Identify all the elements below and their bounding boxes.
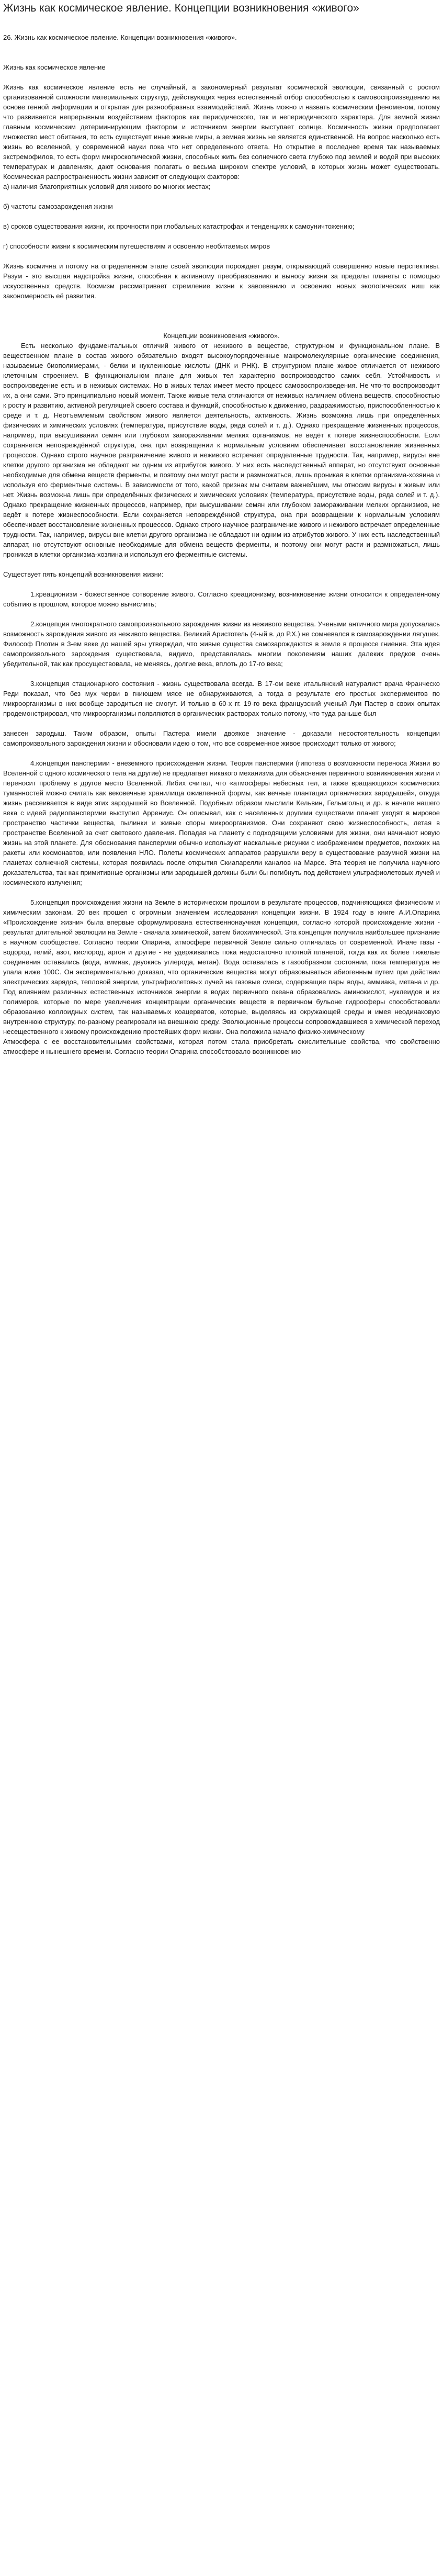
page — [0, 0, 443, 1067]
list-item: б) частоты самозарождения жизни — [3, 203, 113, 210]
concept-item: 4.концепция панспермии - внеземного происхождения жизни. Теория панспермии (гипотеза о возможности переноса Жизни во Вселенной с одного космического тела на другие) не предлагает никакого механизма для объяснения первичного возникновения жизни и переносит проблему в другое место Вселенной. Либих считал, что «атмосферы небесных тел, а также вращающихся космических туманностей можно считать как вековечные хранилища оживленной формы, как вечные плантации органических зародышей», откуда жизнь рассеивается в виде этих зародышей во Вселенной. Подобным образом мыслили Кельвин, Гельмгольц и др. в начале нашего века с идеей радиопанспермии выступил Аррениус. Он описывал, как с населенных другими существами планет уходят в мировое пространство частички вещества, пылинки и живые споры микроорганизмов. Они сохраняют свою жизнеспособность, летая в пространстве Вселенной за счет светового давления. Попадая на планету с подходящими условиями для жизни, они начинают новую жизнь на этой планете. Для обоснования панспермии обычно используют наскальные рисунки с изображением предметов, похожих на ракеты или космонавтов, или появления НЛО. Полеты космических аппаратов разрушили веру в существование разумной жизни на планетах солнечной системы, которая появилась после открытия Скиапарелли каналов на Марсе. Эта теория не получила научного доказательства, так как примитивные организмы или зародышей должны были бы погибнуть под действием ультрафиолетовых лучей и космического излучения; — [3, 759, 440, 886]
paragraph: Атмосфера с ее восстановительными свойствами, которая потом стала приобретать окислительные свойства, что свойственно атмосфере и нынешнего времени. Согласно теории Опарина способствовало возникновению — [3, 1038, 440, 1055]
list-intro: Существует пять концепций возникновения жизни: — [3, 570, 164, 578]
section-title: Концепции возникновения «живого». — [163, 332, 280, 340]
paragraph: Жизнь как космическое явление есть не случайный, а закономерный результат космической эволюции, связанный с ростом организованной сложности материальных структур, действующих через естественный отбор способностью к самовоспроизведению на основе генной информации и открытая для разнообразных взаимодействий. Жизнь можно и назвать космическим феноменом, потому что развивается непрерывным воздействием факторов как периодического, так и непериодического характера. Для земной жизни главным космическим детерминирующим фактором и источником энергии выступает солнце. Космичность жизни предполагает множество мест обитания, то есть существует иные живые миры, а земная жизнь не является единственной. На вопрос насколько есть жизнь во вселенной, у современной науки пока что нет определенного ответа. Но открытие в последнее время так называемых экстремофилов, то есть форм микроскопической жизни, способных жить без солнечного света глубоко под землей и водой при высоких температурах и давлениях, дают основания полагать о весьма широком спектре условий, в которых жизнь может существовать. Космическая распространенность жизни зависит от следующих факторов: — [3, 83, 440, 181]
concept-item: 5.концепция происхождения жизни на Земле в историческом прошлом в результате процессов, подчиняющихся физическим и химическим законам. 20 век прошел с огромным значением исследования концепции жизни. В 1924 году в книге А.И.Опарина «Происхождение жизни» была впервые сформулирована естественнонаучная концепция, согласно которой происхождение жизни - результат длительной эволюции на Земле - сначала химической, затем биохимической. Эта концепция получила наибольшее признание в научном сообществе. Согласно теории Опарина, атмосфере первичной Земле сильно отличалась от современной. Иначе газы - водород, гелий, азот, кислород, аргон и другие - не удерживались пока недостаточно плотной планетой, тогда как их более тяжелые соединения оставались (вода, аммиак, двуокись углерода, метан). Вода оставалась в газообразном состоянии, пока температура не упала ниже 100С. Он экспериментально доказал, что органические вещества могут образовываться абиогенным путем при действии электрических зарядов, тепловой энергии, ультрафиолетовых лучей на газовые смеси, содержащие пары воды, аммиака, метана и др. Под влиянием различных естественных источников энергии в водах первичного океана образовались аминокислот, нуклеидов и их полимеров, которые по мере увеличения концентрации органических веществ в первичном бульоне гидросферы способствовали образованию коллоидных систем, так называемых коацерватов, которые, выделяясь из окружающей среды и имея неодинаковую внутреннюю структуру, по-разному реагировали на внешнюю среду. Эволюционные процессы сопровождавшиеся в химической переход несещественного к живому происхождению простейших форм жизни. Она положила начало физико-химическому — [3, 898, 440, 1036]
section-title: Жизнь как космическое явление — [3, 63, 106, 71]
list-item: а) наличия благоприятных условий для живого во многих местах; — [3, 183, 211, 190]
page-title: Жизнь как космическое явление. Концепции возникновения «живого» — [3, 2, 359, 14]
paragraph: Есть несколько фундаментальных отличий живого от неживого в веществе, структурном и функциональном плане. В вещественном плане в состав живого обязательно входят высокоупорядоченные макромолекулярные органические соединения, называемые биополимерами, - белки и нуклеиновые кислоты (ДНК и РНК). В структурном плане живое отличается от неживого клеточным строением. В функциональном плане для живых тел характерно воспроизводство самих себя. Устойчивость и воспроизведение есть и в неживых системах. Но в живых телах имеет место процесс самовоспроизведения. Не что-то воспроизводит их, а они сами. Это принципиально новый момент. Также живые тела отличаются от неживых наличием обмена веществ, способностью к росту и развитию, активной регуляцией своего состава и функций, способностью к движению, раздражимостью, приспособленностью к среде и т. д. Неотъемлемым свойством живого является деятельность, активность. Жизнь возможна лишь при определённых физических и химических условиях (температура, присутствие воды, ряда солей и т. д.). Однако прекращение жизненных процессов, например, при высушивании семян или глубоком замораживании мелких организмов, не ведёт к потере жизнеспособности. Если сохраняется неповреждённой структура, она при возвращении к нормальным условиям обеспечивает восстановление жизненных процессов. Однако строго научное разграничение живого и неживого встречает определенные трудности. Так, например, вирусы вне клетки другого организма не обладают ни одним из атрибутов живого. У них есть наследственный аппарат, но отсутствуют основные необходимые для обмена веществ ферменты, и поэтому они могут расти и размножаться, лишь проникая в клетки организма-хозяина и используя его ферментные системы. В зависимости от того, какой признак мы считаем важнейшим, мы относим вирусы к живым или нет. Жизнь возможна лишь при определённых физических и химических условиях (температура, присутствие воды, ряда солей и т. д.). Однако прекращение жизненных процессов, например, при высушивании семян или глубоком замораживании мелких организмов, не ведёт к потере жизнеспособности. Если сохраняется неповреждённой структура, она при возвращении к нормальным условиям обеспечивает восстановление жизненных процессов. Однако строго научное разграничение живого и неживого встречает определенные трудности. Так, например, вирусы вне клетки другого организма не обладают ни одним из атрибутов живого. У них есть наследственный аппарат, но отсутствуют основные необходимые для обмена веществ ферменты, и поэтому они могут расти и размножаться, лишь проникая в клетки организма-хозяина и используя его ферментные системы. — [3, 342, 440, 558]
paragraph: Жизнь космична и потому на определенном этапе своей эволюции порождает разум, открывающий совершенно новые перспективы. Разум - это высшая надстройка жизни, способная к активному преобразованию и выносу жизни за пределы планеты с помощью искусственных средств. Космизм рассматривает стремление жизни к завоеванию и освоению новых экологических ниш как закономерность её развития. — [3, 262, 440, 300]
article-heading: 26. Жизнь как космическое явление. Концепции возникновения «живого». — [3, 33, 237, 41]
list-item: г) способности жизни к космическим путешествиям и освоению необитаемых миров — [3, 242, 270, 250]
article — [3, 32, 440, 1056]
concept-item-continued: занесен зародыш. Таким образом, опыты Пастера имели двоякое значение - доказали несостоятельность концепции самопроизвольного зарождения жизни и обосновали идею о том, что все современное живое происходит только от живого; — [3, 729, 440, 747]
concept-item: 2.концепция многократного самопроизвольного зарождения жизни из неживого вещества. Учеными античного мира допускалась возможность зарождения живого из неживого вещества. Великий Аристотель (4-ый в. до Р.Х.) не сомневался в самозарождении лягушек. Философ Плотин в 3-ем веке до нашей эры утверждал, что живые существа самозарождаются в земле в процессе гниения. Эта идея самопроизвольного зарождения существовала, видимо, представлялась многим поколениям наших далеких предков очень убедительной, так как просуществовала, не меняясь, долгие века, вплоть до 17-го века; — [3, 620, 440, 668]
concept-item: 3.концепция стационарного состояния - жизнь существовала всегда. В 17-ом веке итальянский натуралист врача Франческо Реди показал, что без мух черви в гниющем мясе не обнаруживаются, а тогда в результате его простых экспериментов по микроорганизмы в них вообще зародиться не смогут. И только в 60-х гг. 19-го века французский ученый Луи Пастер в своих опытах продемонстрировал, что микроорганизмы появляются в органических растворах только потому, что туда раньше был — [3, 680, 440, 717]
list-item: в) сроков существования жизни, их прочности при глобальных катастрофах и тенденциях к самоуничтожению; — [3, 222, 355, 230]
concept-item: 1.креационизм - божественное сотворение живого. Согласно креационизму, возникновение жизни относится к определённому событию в прошлом, которое можно вычислить; — [3, 590, 440, 608]
